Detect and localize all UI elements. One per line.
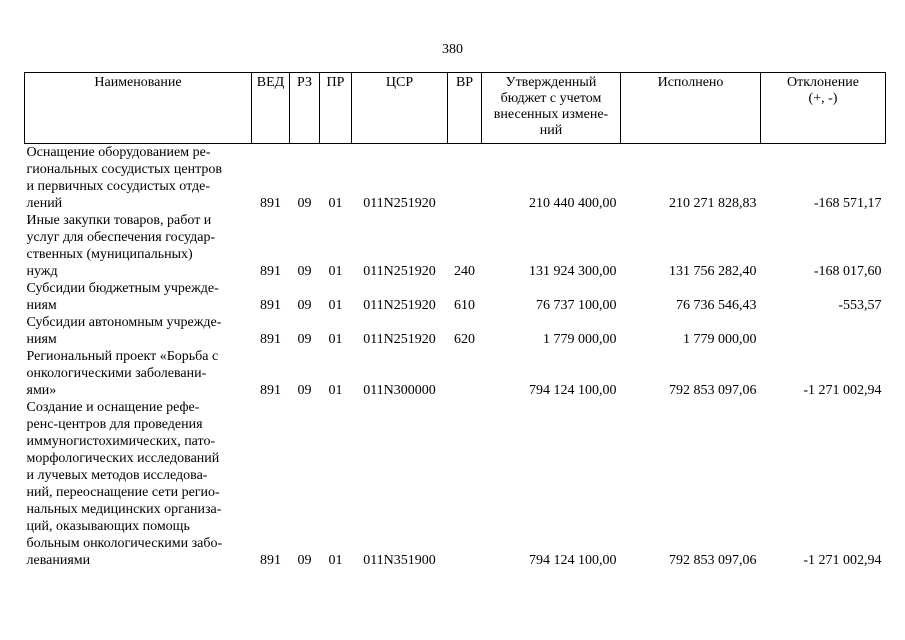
row-vr: 620 (454, 332, 475, 347)
header-deviation-line: Отклонение (787, 75, 859, 90)
row-vr (448, 399, 482, 569)
header-row (25, 73, 886, 144)
row-rz: 09 (297, 298, 312, 313)
row-csr: 011N300000 (363, 383, 436, 398)
row-rz: 09 (297, 332, 312, 347)
header-deviation (761, 73, 886, 144)
row-name-line: Создание и оснащение рефе- (26, 400, 200, 415)
row-pr: 01 (328, 298, 343, 313)
row-ved: 891 (260, 332, 281, 347)
row-name-line: нальных медицинских организа- (26, 502, 222, 517)
row-name-line: ниям (26, 332, 57, 347)
row-name (25, 314, 252, 348)
row-ved: 891 (260, 196, 281, 211)
row-name (25, 399, 252, 569)
row-name-line: онкологическими заболевани- (26, 366, 207, 381)
table-row (25, 144, 886, 213)
header-approved-line: ний (539, 123, 563, 138)
row-executed: 1 779 000,00 (683, 332, 757, 347)
row-rz: 09 (297, 553, 312, 568)
row-approved: 794 124 100,00 (529, 383, 617, 398)
row-deviation: -168 571,17 (813, 196, 882, 211)
header-approved (482, 73, 621, 144)
row-name-line: и лучевых методов исследова- (26, 468, 208, 483)
table-row (25, 399, 886, 569)
row-pr: 01 (328, 383, 343, 398)
header-vr: ВР (448, 73, 482, 144)
row-csr: 011N251920 (363, 298, 436, 313)
row-csr: 011N351900 (363, 553, 436, 568)
row-name-line: морфологических исследований (26, 451, 220, 466)
header-deviation-line: (+, -) (808, 91, 838, 106)
row-csr: 011N251920 (363, 196, 436, 211)
row-pr: 01 (328, 332, 343, 347)
row-approved: 210 440 400,00 (529, 196, 617, 211)
row-name-line: лений (26, 196, 63, 211)
row-vr: 240 (454, 264, 475, 279)
row-name (25, 212, 252, 280)
row-approved: 131 924 300,00 (529, 264, 617, 279)
row-vr (448, 144, 482, 213)
row-ved: 891 (260, 264, 281, 279)
row-deviation: -168 017,60 (813, 264, 882, 279)
row-name-line: и первичных сосудистых отде- (26, 179, 211, 194)
row-deviation: -1 271 002,94 (803, 383, 882, 398)
row-name-line: ций, оказывающих помощь (26, 519, 190, 534)
row-pr: 01 (328, 553, 343, 568)
row-csr: 011N251920 (363, 332, 436, 347)
row-pr: 01 (328, 196, 343, 211)
row-ved: 891 (260, 553, 281, 568)
row-name-line: ями» (26, 383, 57, 398)
row-executed: 792 853 097,06 (669, 553, 757, 568)
row-ved: 891 (260, 383, 281, 398)
row-ved: 891 (260, 298, 281, 313)
row-name (25, 280, 252, 314)
header-csr: ЦСР (352, 73, 448, 144)
header-approved-line: бюджет с учетом (500, 91, 602, 106)
row-name-line: больным онкологическими забо- (26, 536, 223, 551)
header-executed: Исполнено (621, 73, 761, 144)
table-row (25, 280, 886, 314)
row-rz: 09 (297, 196, 312, 211)
row-name-line: Оснащение оборудованием ре- (26, 145, 211, 160)
row-name-line: Субсидии автономным учрежде- (26, 315, 222, 330)
row-name-line: гиональных сосудистых центров (26, 162, 222, 177)
row-approved: 76 737 100,00 (536, 298, 617, 313)
budget-table (24, 72, 886, 569)
row-name-line: ний, переоснащение сети регио- (26, 485, 220, 500)
row-name (25, 144, 252, 213)
row-name-line: ственных (муниципальных) (26, 247, 193, 262)
row-vr (448, 348, 482, 399)
header-ved: ВЕД (252, 73, 290, 144)
row-name-line: ниям (26, 298, 57, 313)
row-rz: 09 (297, 264, 312, 279)
row-name-line: ренс-центров для проведения (26, 417, 203, 432)
row-name-line: иммуногистохимических, пато- (26, 434, 216, 449)
row-name-line: Субсидии бюджетным учрежде- (26, 281, 219, 296)
table-row (25, 348, 886, 399)
table-row (25, 212, 886, 280)
row-name (25, 348, 252, 399)
header-approved-line: Утвержденный (505, 75, 597, 90)
row-vr: 610 (454, 298, 475, 313)
row-name-line: леваниями (26, 553, 91, 568)
row-executed: 131 756 282,40 (669, 264, 757, 279)
row-name-line: услуг для обеспечения государ- (26, 230, 216, 245)
header-name: Наименование (25, 73, 252, 144)
table-body (25, 144, 886, 570)
row-name-line: Региональный проект «Борьба с (26, 349, 219, 364)
row-approved: 794 124 100,00 (529, 553, 617, 568)
row-executed: 76 736 546,43 (676, 298, 757, 313)
row-deviation: -553,57 (838, 298, 882, 313)
header-pr: ПР (320, 73, 352, 144)
page-number: 380 (442, 42, 463, 57)
row-executed: 792 853 097,06 (669, 383, 757, 398)
header-rz: РЗ (290, 73, 320, 144)
row-rz: 09 (297, 383, 312, 398)
row-approved: 1 779 000,00 (543, 332, 617, 347)
row-name-line: Иные закупки товаров, работ и (26, 213, 212, 228)
row-name-line: нужд (26, 264, 58, 279)
row-csr: 011N251920 (363, 264, 436, 279)
header-approved-line: внесенных измене- (493, 107, 609, 122)
table-row (25, 314, 886, 348)
row-pr: 01 (328, 264, 343, 279)
row-deviation: -1 271 002,94 (803, 553, 882, 568)
row-executed: 210 271 828,83 (669, 196, 757, 211)
row-deviation (761, 314, 886, 348)
